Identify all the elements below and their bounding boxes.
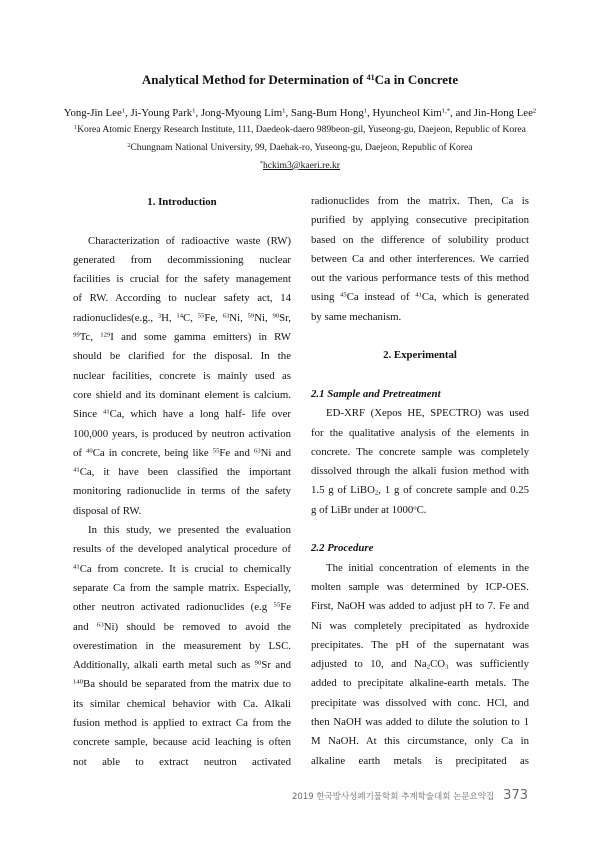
right-column: [311, 192, 529, 771]
text-line: disposal of RW.: [73, 504, 142, 517]
superscript: 2: [532, 107, 537, 115]
superscript: 63: [253, 447, 261, 455]
superscript: 55: [273, 601, 281, 609]
text-run: using: [311, 291, 341, 304]
superscript: 41: [73, 466, 80, 474]
superscript: 41: [102, 408, 110, 416]
superscript: 41: [415, 292, 422, 300]
text-line: ED-XRF (Xepos HE, SPECTRO) was used: [326, 407, 529, 420]
text-line: [73, 598, 291, 617]
text-line: M NaOH. At this circumstance, only Ca in: [311, 735, 529, 748]
text-run: adjusted to 10, and Na: [311, 658, 427, 671]
text-line: overestimation in the measurement by LSC.: [73, 639, 291, 652]
text-line: [311, 481, 529, 500]
subsection-heading-sample: 2.1 Sample and Pretreatment: [311, 387, 441, 400]
text-run: , Jong-Myoung Lim: [195, 107, 283, 119]
text-line: separate Ca from the sample matrix. Especially,: [73, 581, 291, 594]
text-run: 1.5 g of LiBO: [311, 484, 375, 497]
text-line: [73, 309, 291, 328]
text-line: monitoring radionuclide in terms of the safety: [73, 485, 291, 498]
line-spacer: [311, 366, 529, 385]
superscript: 1,*: [441, 107, 451, 115]
text-run: C.: [416, 503, 427, 516]
superscript: o: [413, 504, 417, 512]
text-run: Sr and: [261, 659, 291, 672]
superscript: 1: [363, 107, 368, 115]
line-spacer: [73, 212, 291, 231]
subscript: 2: [374, 490, 379, 498]
superscript: 1: [74, 125, 78, 132]
text-line: [73, 656, 291, 675]
text-run: Ca, which is generated: [421, 291, 529, 304]
text-line: [73, 675, 291, 694]
corresponding-email[interactable]: [0, 158, 600, 174]
text-line: then NaOH was added to dilute the solution to 1: [311, 716, 529, 729]
text-line: Ni was completely precipitated as hydroxide: [311, 619, 529, 632]
text-line: alkaline earth metals is precipitated as: [311, 754, 529, 767]
text-run: Tc,: [79, 331, 101, 344]
text-run: hckim3@kaeri.re.kr: [262, 160, 340, 171]
text-line: between Ca and other interferences. We carried: [311, 252, 529, 265]
subsection-heading-procedure: 2.2 Procedure: [311, 542, 374, 555]
text-line: dissolved through the alkali fusion method with: [311, 465, 529, 478]
text-run: g of LiBr under at 1000: [311, 503, 414, 516]
superscript: 45: [340, 292, 347, 300]
superscript: 2: [127, 143, 131, 150]
text-line: concrete. The concrete sample was completely: [311, 445, 529, 458]
text-line: First, NaOH was added to adjust pH to 7. Fe and: [311, 600, 529, 613]
text-run: and: [73, 620, 98, 633]
text-run: Ni,: [229, 311, 248, 324]
text-run: other neutron activated radionuclides (e.g: [73, 601, 274, 614]
subscript: 3: [445, 663, 449, 671]
page-number: 373: [503, 788, 528, 803]
superscript: 63: [97, 621, 104, 629]
superscript: 90: [272, 312, 280, 320]
author-list: [0, 105, 600, 121]
superscript: 129: [100, 331, 111, 339]
line-spacer: [311, 520, 529, 539]
text-line: purified by applying consecutive precipitation: [311, 214, 529, 227]
text-run: CO: [430, 658, 446, 671]
superscript: 1: [192, 107, 196, 115]
text-run: radionuclides(e.g.,: [73, 311, 158, 324]
affiliation-2: [0, 140, 600, 156]
text-line: [311, 288, 529, 307]
text-run: , and Jin-Hong Lee: [450, 107, 533, 119]
text-run: Ni and: [260, 446, 291, 459]
text-run: Analytical Method for Determination of: [141, 72, 367, 87]
text-run: Ba should be separated from the matrix due to: [83, 678, 291, 691]
superscript: 3: [157, 312, 162, 320]
subscript: 2: [426, 663, 431, 671]
superscript: 55: [197, 312, 205, 320]
text-line: The initial concentration of elements in the: [326, 561, 529, 574]
text-run: Ca, it have been classified the important: [79, 466, 291, 479]
text-line: [73, 328, 291, 347]
superscript: 1: [121, 107, 126, 115]
text-run: I and some gamma emitters) in RW: [110, 331, 291, 344]
text-run: Fe and: [219, 446, 254, 459]
page-footer: [292, 788, 528, 803]
text-line: facilities is crucial for the safety management: [73, 273, 291, 286]
superscript: 14: [176, 312, 184, 320]
text-line: [73, 463, 291, 482]
text-line: its similar chemical behavior with Ca. Alkali: [73, 697, 291, 710]
superscript: 90: [254, 659, 262, 667]
affiliation-1: [0, 122, 600, 138]
superscript: 140: [73, 679, 84, 687]
text-run: Fe: [280, 601, 291, 614]
proceedings-title: 2019 한국방사성폐기물학회 추계학술대회 논문요약집: [292, 792, 495, 802]
text-run: Chungnam National University, 99, Daehak-ro, Yuseong-gu, Daejeon, Republic of Korea: [130, 142, 473, 153]
text-line: core shield and its dominant element is calcium.: [73, 388, 291, 401]
line-spacer: [311, 327, 529, 346]
text-run: Ca, which have a long half- life over: [109, 408, 292, 421]
superscript: 63: [222, 312, 230, 320]
superscript: 99: [73, 331, 80, 339]
text-line: fusion method is applied to extract Ca from the: [73, 717, 291, 730]
text-line: concrete sample, because acid leaching is often: [73, 736, 291, 749]
text-line: [73, 560, 291, 579]
text-run: , Ji-Young Park: [125, 107, 193, 119]
text-line: should be clarified for the disposal. In the: [73, 350, 291, 363]
text-line: 100,000 years, is produced by neutron activation: [73, 427, 291, 440]
text-line: of RW. According to nuclear safety act, 14: [73, 292, 291, 305]
text-line: out the various performance tests of this method: [311, 272, 529, 285]
left-column: [73, 193, 291, 772]
text-run: , Hyuncheol Kim: [367, 107, 442, 119]
text-run: Additionally, alkali earth metal such as: [73, 659, 255, 672]
text-run: was sufficiently: [448, 658, 529, 671]
text-line: [73, 405, 291, 424]
text-run: H,: [161, 311, 177, 324]
text-line: In this study, we presented the evaluation: [88, 524, 291, 537]
text-line: [73, 444, 291, 463]
superscript: *: [260, 161, 263, 168]
text-run: Ca from concrete. It is crucial to chemically: [79, 562, 291, 575]
text-run: Ca instead of: [346, 291, 416, 304]
section-heading-introduction: 1. Introduction: [147, 196, 217, 208]
text-line: not able to extract neutron activated: [73, 755, 291, 768]
text-line: [73, 618, 291, 637]
text-line: Characterization of radioactive waste (RW): [88, 234, 291, 247]
text-run: Ca in concrete, being like: [92, 446, 213, 459]
text-run: Ca in Concrete: [374, 72, 459, 87]
text-run: Korea Atomic Energy Research Institute, 111, Daedeok-daero 989beon-gil, Yuseong-gu, Daejeon, Republic of Korea: [77, 124, 526, 135]
text-run: Ni,: [254, 311, 273, 324]
text-run: Ni) should be removed to avoid the: [103, 620, 291, 633]
text-line: precipitate was dissolved with conc. HCl, and: [311, 696, 529, 709]
text-run: Yong-Jin Lee: [63, 107, 122, 119]
text-line: added to precipitate alkaline-earth metals. The: [311, 677, 529, 690]
text-line: [311, 501, 529, 520]
superscript: 55: [212, 447, 220, 455]
superscript: 40: [86, 447, 93, 455]
text-run: , Sang-Bum Hong: [285, 107, 364, 119]
text-line: molten sample was determined by ICP-OES.: [311, 580, 529, 593]
text-run: Sr,: [279, 311, 292, 324]
text-line: results of the developed analytical procedure of: [73, 543, 291, 556]
text-run: Fe,: [204, 311, 223, 324]
superscript: 41: [366, 72, 375, 82]
text-run: , 1 g of concrete sample and 0.25: [378, 484, 529, 497]
text-line: by same mechanism.: [311, 310, 402, 323]
section-heading-experimental: 2. Experimental: [383, 349, 457, 362]
superscript: 1: [282, 107, 286, 115]
superscript: 59: [247, 312, 255, 320]
text-run: Since: [73, 408, 103, 421]
text-line: generated from decommissioning nuclear: [73, 253, 291, 266]
text-line: nuclear facilities, concrete is mainly used as: [73, 369, 291, 382]
text-run: C,: [183, 311, 198, 324]
text-line: based on the difference of solubility product: [311, 233, 529, 246]
text-run: of: [73, 446, 87, 459]
text-line: for the qualitative analysis of the elements in: [311, 426, 529, 439]
superscript: 41: [73, 563, 80, 571]
text-line: precipitates. The pH of the supernatant was: [311, 638, 529, 651]
paper-title: [0, 71, 600, 89]
text-line: [311, 655, 529, 674]
text-line: radionuclides from the matrix. Then, Ca is: [311, 195, 529, 207]
